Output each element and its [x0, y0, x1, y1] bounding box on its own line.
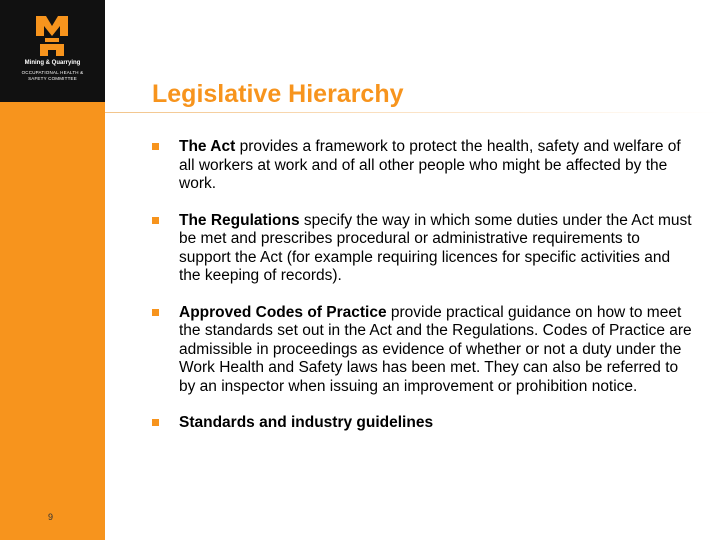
bullet-item-act [152, 138, 692, 194]
bullet-text: provides a framework to protect the health, safety and welfare of all workers at work and of all other people who might be affected by the work. [179, 138, 681, 192]
title-divider [105, 112, 720, 113]
bullet-item-regulations [152, 212, 692, 286]
bullet-text: provide practical guidance on how to meet the standards set out in the Act and the Regulations. Codes of Practice are admissible in proceedings as evidence of whether or not a duty under the Work Health and Safety laws has been met. They can also be referred to by an inspector when issuing an improvement or prohibition notice. [179, 303, 692, 395]
orange-sidebar [0, 0, 105, 540]
bullet-item-standards [152, 414, 692, 433]
page-number: 9 [48, 512, 54, 522]
square-bullet-icon [152, 309, 159, 316]
bullet-text: specify the way in which some duties under the Act must be met and prescribes procedural or administrative requirements to support the Act (for example requiring licences for specific activities and the keeping of records). [179, 211, 692, 284]
square-bullet-icon [152, 143, 159, 150]
bullet-item-codes [152, 304, 692, 397]
square-bullet-icon [152, 217, 159, 224]
mq-logo-icon [34, 14, 70, 58]
logo-name: Mining & Quarrying [24, 60, 81, 66]
page-title: Legislative Hierarchy [152, 80, 404, 108]
bullet-list [152, 138, 692, 433]
logo-line-3: SAFETY COMMITTEE [28, 76, 77, 81]
logo-line-2: OCCUPATIONAL HEALTH & [21, 70, 84, 75]
bullet-term: Approved Codes of Practice [179, 303, 387, 321]
logo-committee-text [0, 70, 105, 82]
committee-logo [0, 0, 105, 102]
bullet-term: The Regulations [179, 211, 300, 229]
bullet-term: The Act [179, 138, 236, 155]
square-bullet-icon [152, 419, 159, 426]
bullet-term: Standards and industry guidelines [179, 414, 434, 431]
